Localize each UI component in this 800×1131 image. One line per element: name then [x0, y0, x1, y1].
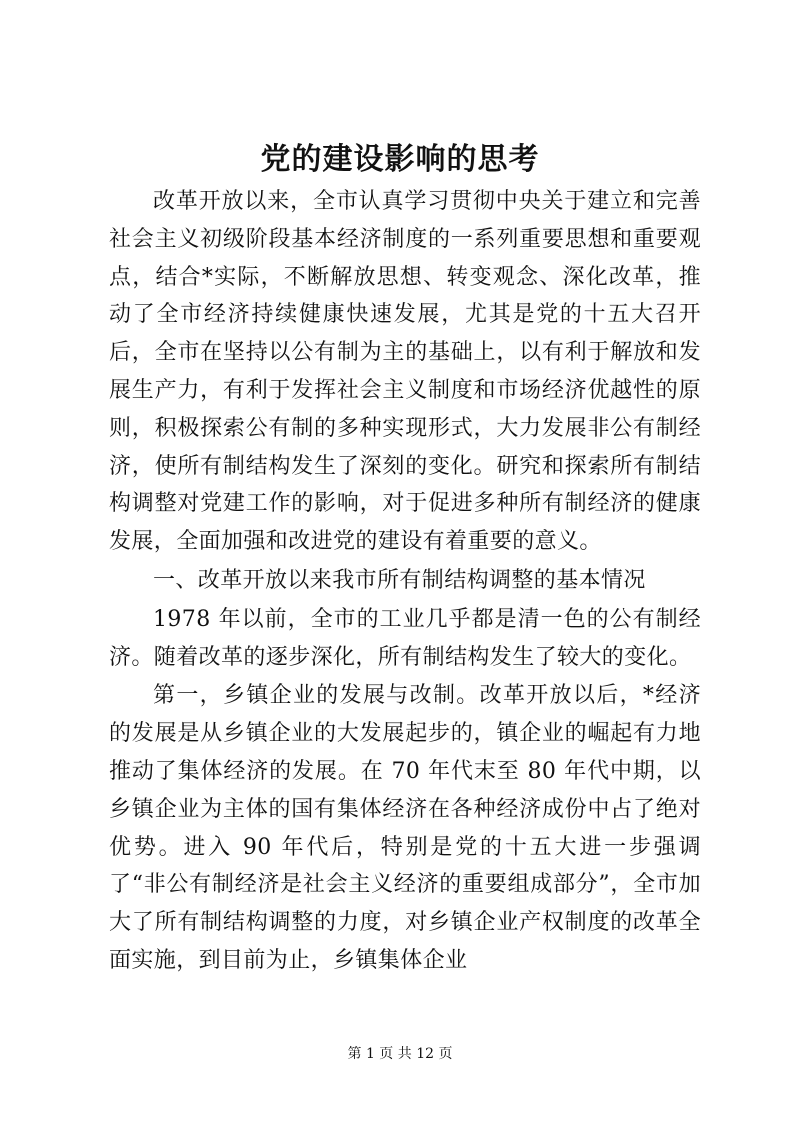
page-number: 第 1 页 共 12 页: [347, 1046, 453, 1062]
paragraph: 第一，乡镇企业的发展与改制。改革开放以后，*经济的发展是从乡镇企业的大发展起步的，镇企业的崛起有力地推动了集体经济的发展。在 70 年代末至 80 年代中期，以乡镇企业为主体的国有集体经济在各种经济成份中占了绝对优势。进入 90 年代后，特别是党的十五大进一步强调了“非公有制经济是社会主义经济的重要组成部分”，全市加大了所有制结构调整的力度，对乡镇企业产权制度的改革全面实施，到目前为止，乡镇集体企业: [109, 683, 701, 973]
document-body: [109, 183, 701, 980]
paragraph: 改革开放以来，全市认真学习贯彻中央关于建立和完善社会主义初级阶段基本经济制度的一系列重要思想和重要观点，结合*实际，不断解放思想、转变观念、深化改革，推动了全市经济持续健康快速发展，尤其是党的十五大召开后，全市在坚持以公有制为主的基础上，以有利于解放和发展生产力，有利于发挥社会主义制度和市场经济优越性的原则，积极探索公有制的多种实现形式，大力发展非公有制经济，使所有制结构发生了深刻的变化。研究和探索所有制结构调整对党建工作的影响，对于促进多种所有制经济的健康发展，全面加强和改进党的建设有着重要的意义。: [109, 189, 701, 555]
section-heading: 一、改革开放以来我市所有制结构调整的基本情况: [153, 567, 646, 593]
paragraph: 1978 年以前，全市的工业几乎都是清一色的公有制经济。随着改革的逐步深化，所有制结构发生了较大的变化。: [109, 606, 701, 670]
document-title: 党的建设影响的思考: [260, 142, 540, 177]
